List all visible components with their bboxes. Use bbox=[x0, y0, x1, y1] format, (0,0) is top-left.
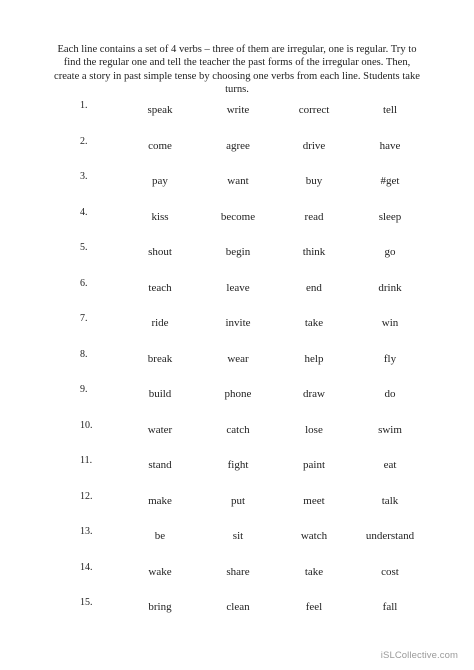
verb-cell: ride bbox=[151, 317, 169, 329]
verb-cell: phone bbox=[224, 388, 252, 400]
row-number: 3. bbox=[80, 171, 88, 182]
verb-cell: come bbox=[148, 139, 172, 152]
row-number: 4. bbox=[80, 206, 88, 218]
verb-cell: help bbox=[304, 352, 324, 365]
verb-cell: put bbox=[230, 494, 246, 507]
row-number: 7. bbox=[80, 313, 88, 324]
verb-cell: want bbox=[227, 175, 249, 187]
verb-cell: begin bbox=[225, 246, 251, 258]
verb-cell: paint bbox=[303, 459, 325, 471]
row-number: 10. bbox=[80, 419, 93, 431]
verb-cell: draw bbox=[303, 388, 325, 400]
verb-row bbox=[0, 526, 474, 550]
verb-row bbox=[0, 561, 474, 586]
row-number: 14. bbox=[80, 561, 93, 573]
verb-row bbox=[0, 348, 474, 373]
verb-cell: drink bbox=[378, 281, 402, 294]
verb-cell: agree bbox=[226, 139, 250, 152]
verb-cell: talk bbox=[381, 494, 399, 507]
verb-cell: water bbox=[147, 423, 173, 436]
verb-cell: feel bbox=[305, 601, 323, 613]
verb-cell: read bbox=[304, 210, 324, 223]
verb-cell: break bbox=[147, 352, 173, 365]
row-number: 1. bbox=[80, 100, 88, 111]
verb-cell: wake bbox=[148, 565, 172, 578]
verb-row bbox=[0, 135, 474, 160]
verb-cell: sleep bbox=[378, 210, 402, 223]
verb-row bbox=[0, 490, 474, 515]
verb-cell: end bbox=[306, 281, 322, 294]
verb-row bbox=[0, 384, 474, 408]
verb-cell: tell bbox=[382, 104, 398, 116]
verb-row bbox=[0, 277, 474, 302]
verb-cell: understand bbox=[365, 530, 415, 542]
verb-cell: clean bbox=[226, 601, 250, 613]
verb-cell: teach bbox=[148, 281, 172, 294]
verb-cell: take bbox=[304, 565, 324, 578]
verb-cell: drive bbox=[302, 139, 326, 152]
verb-cell: fall bbox=[382, 601, 398, 613]
verb-cell: leave bbox=[226, 281, 250, 294]
verb-cell: speak bbox=[147, 104, 173, 116]
verb-cell: sit bbox=[232, 530, 244, 542]
row-number: 5. bbox=[80, 242, 88, 253]
verb-cell: pay bbox=[152, 175, 168, 187]
verb-cell: fight bbox=[227, 459, 249, 471]
verb-cell: correct bbox=[298, 104, 330, 116]
verb-cell: go bbox=[384, 246, 396, 258]
verb-cell: eat bbox=[383, 459, 397, 471]
verb-cell: bring bbox=[148, 601, 172, 613]
row-number: 2. bbox=[80, 135, 88, 147]
row-number: 9. bbox=[80, 384, 88, 395]
verb-cell: be bbox=[154, 530, 166, 542]
instructions-text: Each line contains a set of 4 verbs – three of them are irregular, one is regular. Try to find the regular one and tell the teacher the past forms of the irregular ones. Then, create a story in past simple tense by choosing one verbs from each line. Students take turns. bbox=[54, 44, 420, 96]
verb-cell: #get bbox=[380, 175, 400, 187]
verb-row bbox=[0, 206, 474, 231]
row-number: 12. bbox=[80, 490, 93, 502]
verb-cell: cost bbox=[381, 565, 399, 578]
verb-row bbox=[0, 242, 474, 266]
verb-row bbox=[0, 455, 474, 479]
verb-cell: take bbox=[304, 317, 324, 329]
row-number: 6. bbox=[80, 277, 88, 289]
verb-cell: win bbox=[381, 317, 399, 329]
verb-cell: stand bbox=[148, 459, 172, 471]
verb-row bbox=[0, 100, 474, 124]
verb-row bbox=[0, 419, 474, 444]
verb-row bbox=[0, 597, 474, 621]
verb-cell: wear bbox=[227, 352, 249, 365]
verb-cell: share bbox=[226, 565, 250, 578]
verb-row bbox=[0, 313, 474, 337]
verb-cell: swim bbox=[378, 423, 402, 436]
verb-cell: lose bbox=[305, 423, 323, 436]
row-number: 8. bbox=[80, 348, 88, 360]
verb-cell: watch bbox=[300, 530, 328, 542]
verb-cell: invite bbox=[225, 317, 251, 329]
verb-cell: make bbox=[148, 494, 172, 507]
row-number: 15. bbox=[80, 597, 93, 608]
verb-cell: become bbox=[220, 210, 256, 223]
row-number: 13. bbox=[80, 526, 93, 537]
verb-cell: kiss bbox=[151, 210, 169, 223]
verb-cell: write bbox=[226, 104, 250, 116]
verb-cell: shout bbox=[148, 246, 172, 258]
watermark: iSLCollective.com bbox=[380, 650, 458, 661]
verb-cell: fly bbox=[383, 352, 397, 365]
row-number: 11. bbox=[80, 455, 93, 466]
verb-cell: meet bbox=[303, 494, 325, 507]
verb-cell: catch bbox=[226, 423, 250, 436]
verb-cell: build bbox=[148, 388, 172, 400]
verb-row bbox=[0, 171, 474, 195]
verb-cell: think bbox=[302, 246, 326, 258]
verb-cell: buy bbox=[305, 175, 323, 187]
verb-cell: do bbox=[384, 388, 396, 400]
verb-cell: have bbox=[379, 139, 401, 152]
